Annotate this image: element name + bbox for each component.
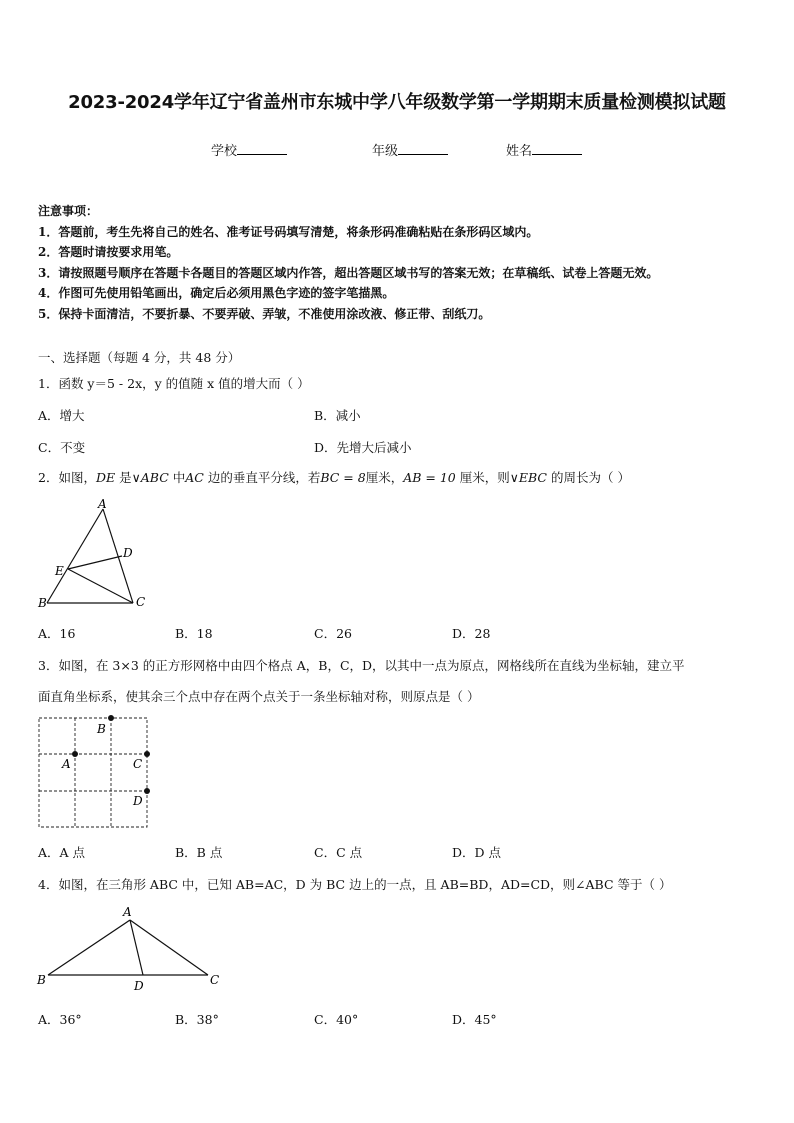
note-item: 3．请按照题号顺序在答题卡各题目的答题区域内作答，超出答题区域书写的答案无效；在草稿纸、试卷上答题无效。 <box>38 265 659 280</box>
question-1-stem: 1．函数 y＝5 - 2x，y 的值随 x 值的增大而（ ） <box>38 376 310 391</box>
name-blank <box>532 142 582 155</box>
q4-side-ab <box>48 920 130 975</box>
q1-option-c: C．不变 <box>38 440 86 455</box>
question-4-stem: 4．如图，在三角形 ABC 中，已知 AB=AC，D 为 BC 边上的一点，且 AB=BD，AD=CD，则∠ABC 等于（ ） <box>38 877 672 892</box>
grade-field <box>372 140 448 159</box>
q4-label-d: D <box>134 979 144 993</box>
q3-label-b: B <box>97 722 106 736</box>
q2-math-bc: BC = 8 <box>320 470 366 485</box>
q2-math-ac: AC <box>185 470 204 485</box>
q4-label-c: C <box>210 973 220 987</box>
q2-text: 厘米，则 <box>455 470 510 485</box>
q3-label-c: C <box>133 757 143 771</box>
note-item: 1．答题前，考生先将自己的姓名、准考证号码填写清楚，将条形码准确粘贴在条形码区域内。 <box>38 224 539 239</box>
q4-option-d: D．45° <box>452 1012 497 1027</box>
q2-option-c: C．26 <box>314 626 352 641</box>
page-title: 2023-2024学年辽宁省盖州市东城中学八年级数学第一学期期末质量检测模拟试题 <box>68 92 726 113</box>
q2-label-b: B <box>38 596 47 610</box>
q3-option-b: B．B 点 <box>175 845 223 860</box>
q2-label-e: E <box>55 564 64 578</box>
q2-math-ebc: ∨EBC <box>509 470 547 485</box>
q2-label-c: C <box>136 595 146 609</box>
section-heading: 一、选择题（每题 4 分，共 48 分） <box>38 350 241 365</box>
q2-math-de: DE <box>95 470 116 485</box>
school-field <box>211 140 287 159</box>
q2-option-b: B．18 <box>175 626 213 641</box>
q1-option-a: A．增大 <box>38 408 85 423</box>
q3-label-d: D <box>133 794 143 808</box>
q2-text: 的周长为（ ） <box>547 470 630 485</box>
q4-option-b: B．38° <box>175 1012 219 1027</box>
school-blank <box>237 142 287 155</box>
q2-option-d: D．28 <box>452 626 491 641</box>
q4-label-a: A <box>123 905 132 919</box>
question-3-line-2: 面直角坐标系，使其余三个点中存在两个点关于一条坐标轴对称，则原点是（ ） <box>38 689 480 704</box>
q2-label-a: A <box>98 497 107 511</box>
q4-triangle-figure <box>30 900 230 996</box>
q3-point-d <box>144 788 150 794</box>
q4-option-a: A．36° <box>38 1012 82 1027</box>
q3-grid-figure <box>36 714 156 834</box>
grade-blank <box>398 142 448 155</box>
name-field <box>506 140 582 159</box>
q2-text: 是 <box>115 470 132 485</box>
grade-label: 年级 <box>372 144 399 159</box>
q2-text: 边的垂直平分线，若 <box>203 470 321 485</box>
q2-label-d: D <box>123 546 133 560</box>
school-label: 学校 <box>211 144 238 159</box>
notes-heading: 注意事项： <box>38 204 99 218</box>
q3-point-a <box>72 751 78 757</box>
q2-option-a: A．16 <box>38 626 76 641</box>
q3-option-a: A．A 点 <box>38 845 86 860</box>
q2-text: 2．如图， <box>38 470 96 485</box>
q2-text: 厘米， <box>365 470 404 485</box>
q2-segment-ed <box>68 556 122 569</box>
notes <box>38 201 658 324</box>
q4-label-b: B <box>37 973 46 987</box>
q3-grid-border <box>39 718 147 827</box>
q3-label-a: A <box>62 757 71 771</box>
name-label: 姓名 <box>506 144 533 159</box>
q2-side-ab <box>47 509 103 603</box>
q4-side-ac <box>130 920 208 975</box>
q3-point-b <box>108 715 114 721</box>
q1-option-d: D．先增大后减小 <box>314 440 412 455</box>
note-item: 4．作图可先使用铅笔画出，确定后必须用黑色字迹的签字笔描黑。 <box>38 286 395 300</box>
q2-text: 中 <box>168 470 186 485</box>
q3-option-c: C．C 点 <box>314 845 363 860</box>
q2-math-ab: AB = 10 <box>403 470 456 485</box>
q3-point-c <box>144 751 150 757</box>
q2-math-abc: ∨ABC <box>131 470 169 485</box>
q1-option-b: B．减小 <box>314 408 361 423</box>
q4-option-c: C．40° <box>314 1012 359 1027</box>
note-item: 5．保持卡面清洁，不要折暴、不要弄破、弄皱，不准使用涂改液、修正带、刮纸刀。 <box>38 306 491 321</box>
question-2-stem <box>38 468 630 486</box>
q2-triangle-figure <box>30 495 160 615</box>
question-3-line-1: 3．如图，在 3×3 的正方形网格中由四个格点 A，B，C，D，以其中一点为原点，网格线所在直线为坐标轴，建立平 <box>38 658 685 673</box>
q3-option-d: D．D 点 <box>452 845 502 860</box>
note-item: 2．答题时请按要求用笔。 <box>38 245 179 259</box>
